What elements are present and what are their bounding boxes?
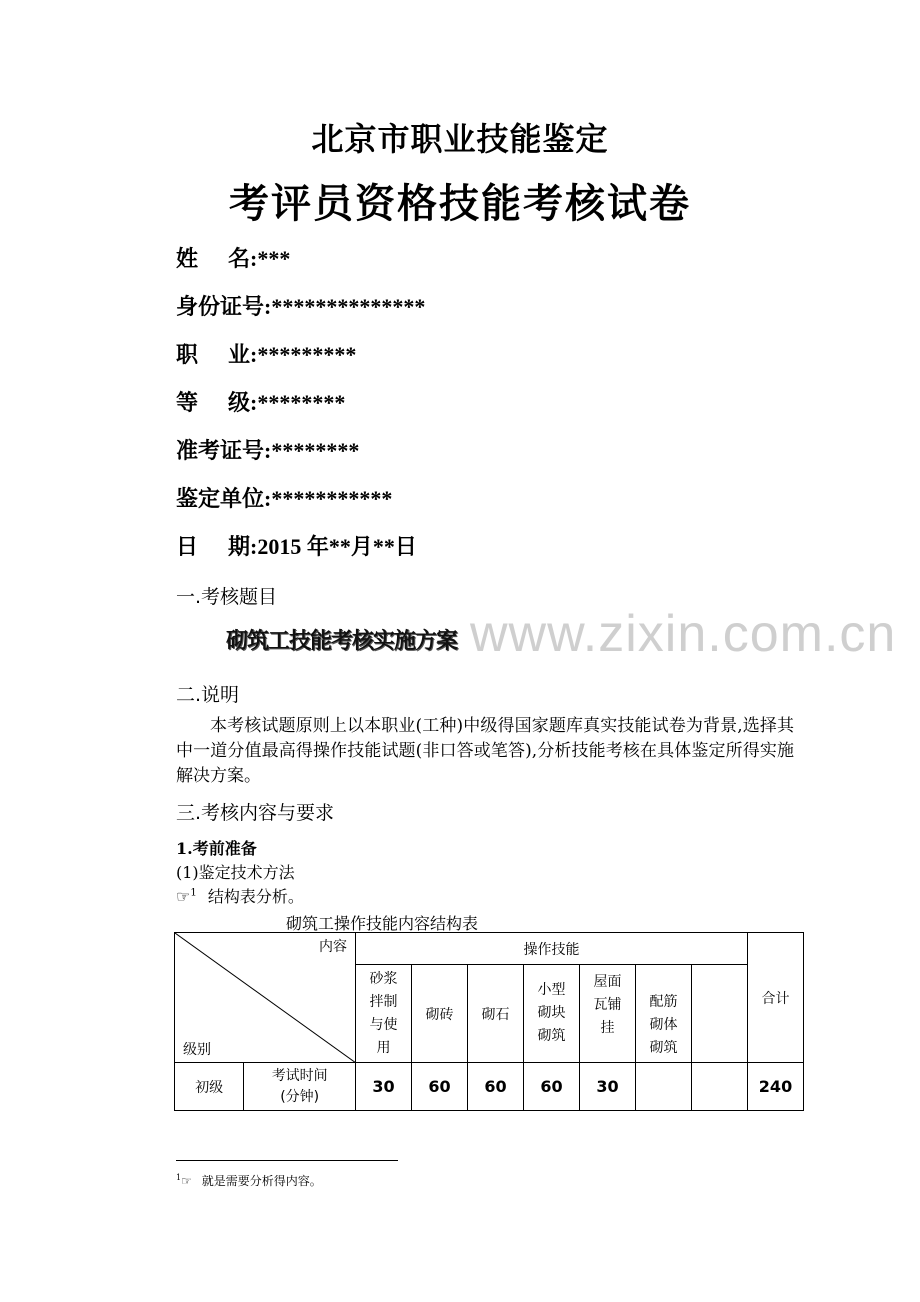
field-value: :*********** [264,486,393,511]
field-date [176,530,417,564]
field-appraisal-unit [176,482,392,516]
column-header: 砌砖 [412,965,468,1063]
column-header-empty [692,965,748,1063]
table-row [175,1063,804,1111]
value-cell: 60 [412,1063,468,1111]
field-value: :******** [264,438,360,463]
table-caption: 砌筑工操作技能内容结构表 [286,914,479,933]
value-cell: 30 [356,1063,412,1111]
column-header: 小型 砌块 砌筑 [524,965,580,1063]
corner-label-level: 级别 [183,1042,211,1058]
field-label: 鉴定单位 [176,487,265,512]
field-level [176,386,345,420]
column-header: 砂浆 拌制 与使 用 [356,965,412,1063]
value-cell: 60 [524,1063,580,1111]
field-value: :*** [250,246,291,271]
subheading-method: (1)鉴定技术方法 [176,863,295,882]
column-header: 屋面 瓦铺 挂 [580,965,636,1063]
field-value: :************** [264,294,426,319]
corner-label-content: 内容 [319,939,347,955]
table-corner [175,933,356,1063]
value-cell [692,1063,748,1111]
field-label: 日期 [176,535,250,560]
subheading-text: 结构表分析。 [207,887,304,906]
level-cell: 初级 [175,1063,244,1111]
footnote [176,1172,322,1189]
column-header: 配筋 砌体 砌筑 [636,965,692,1063]
value-cell: 60 [468,1063,524,1111]
field-value: :2015 年**月**日 [250,534,417,559]
total-header: 合计 [748,933,804,1063]
section-heading-3: 三.考核内容与要求 [176,802,335,824]
pointing-hand-icon: ☞ [176,887,191,906]
description-paragraph: 本考核试题原则上以本职业(工种)中级得国家题库真实技能试卷为背景,选择其中一道分值最高得操作技能试题(非口答或笔答),分析技能考核在具体鉴定所得实施解决方案。 [176,716,794,786]
field-name [176,242,290,276]
title-line-1: 北京市职业技能鉴定 [311,120,609,158]
total-cell: 240 [748,1063,804,1111]
item-cell: 考试时间 (分钟) [244,1063,356,1111]
field-label: 等级 [176,391,250,416]
field-occupation [176,338,356,372]
watermark: www.zixin.com.cn [470,605,897,663]
structure-table [174,932,804,1111]
title-line-2: 考评员资格技能考核试卷 [229,181,691,227]
footnote-divider [176,1160,398,1161]
subheading-preparation: 1.考前准备 [176,839,257,858]
column-header: 砌石 [468,965,524,1063]
section-heading-2: 二.说明 [176,684,240,706]
section-heading-1: 一.考核题目 [176,586,278,608]
pointing-hand-icon: ☞ [181,1174,192,1188]
footnote-mark: 1 [176,1173,182,1182]
banner-title: 砌筑工技能考核实施方案 [226,629,458,654]
field-label: 姓名 [176,247,250,272]
footnote-ref: 1 [190,887,197,899]
group-header: 操作技能 [356,933,748,965]
field-label: 准考证号 [176,439,265,464]
value-cell: 30 [580,1063,636,1111]
field-value: :******** [250,390,346,415]
subheading-structure [176,884,304,907]
footnote-text: 就是需要分析得内容。 [201,1174,322,1188]
field-value: :********* [250,342,357,367]
field-admission-number [176,434,359,468]
field-label: 身份证号 [176,295,265,320]
field-label: 职业 [176,343,250,368]
value-cell [636,1063,692,1111]
field-id-number [176,290,425,324]
